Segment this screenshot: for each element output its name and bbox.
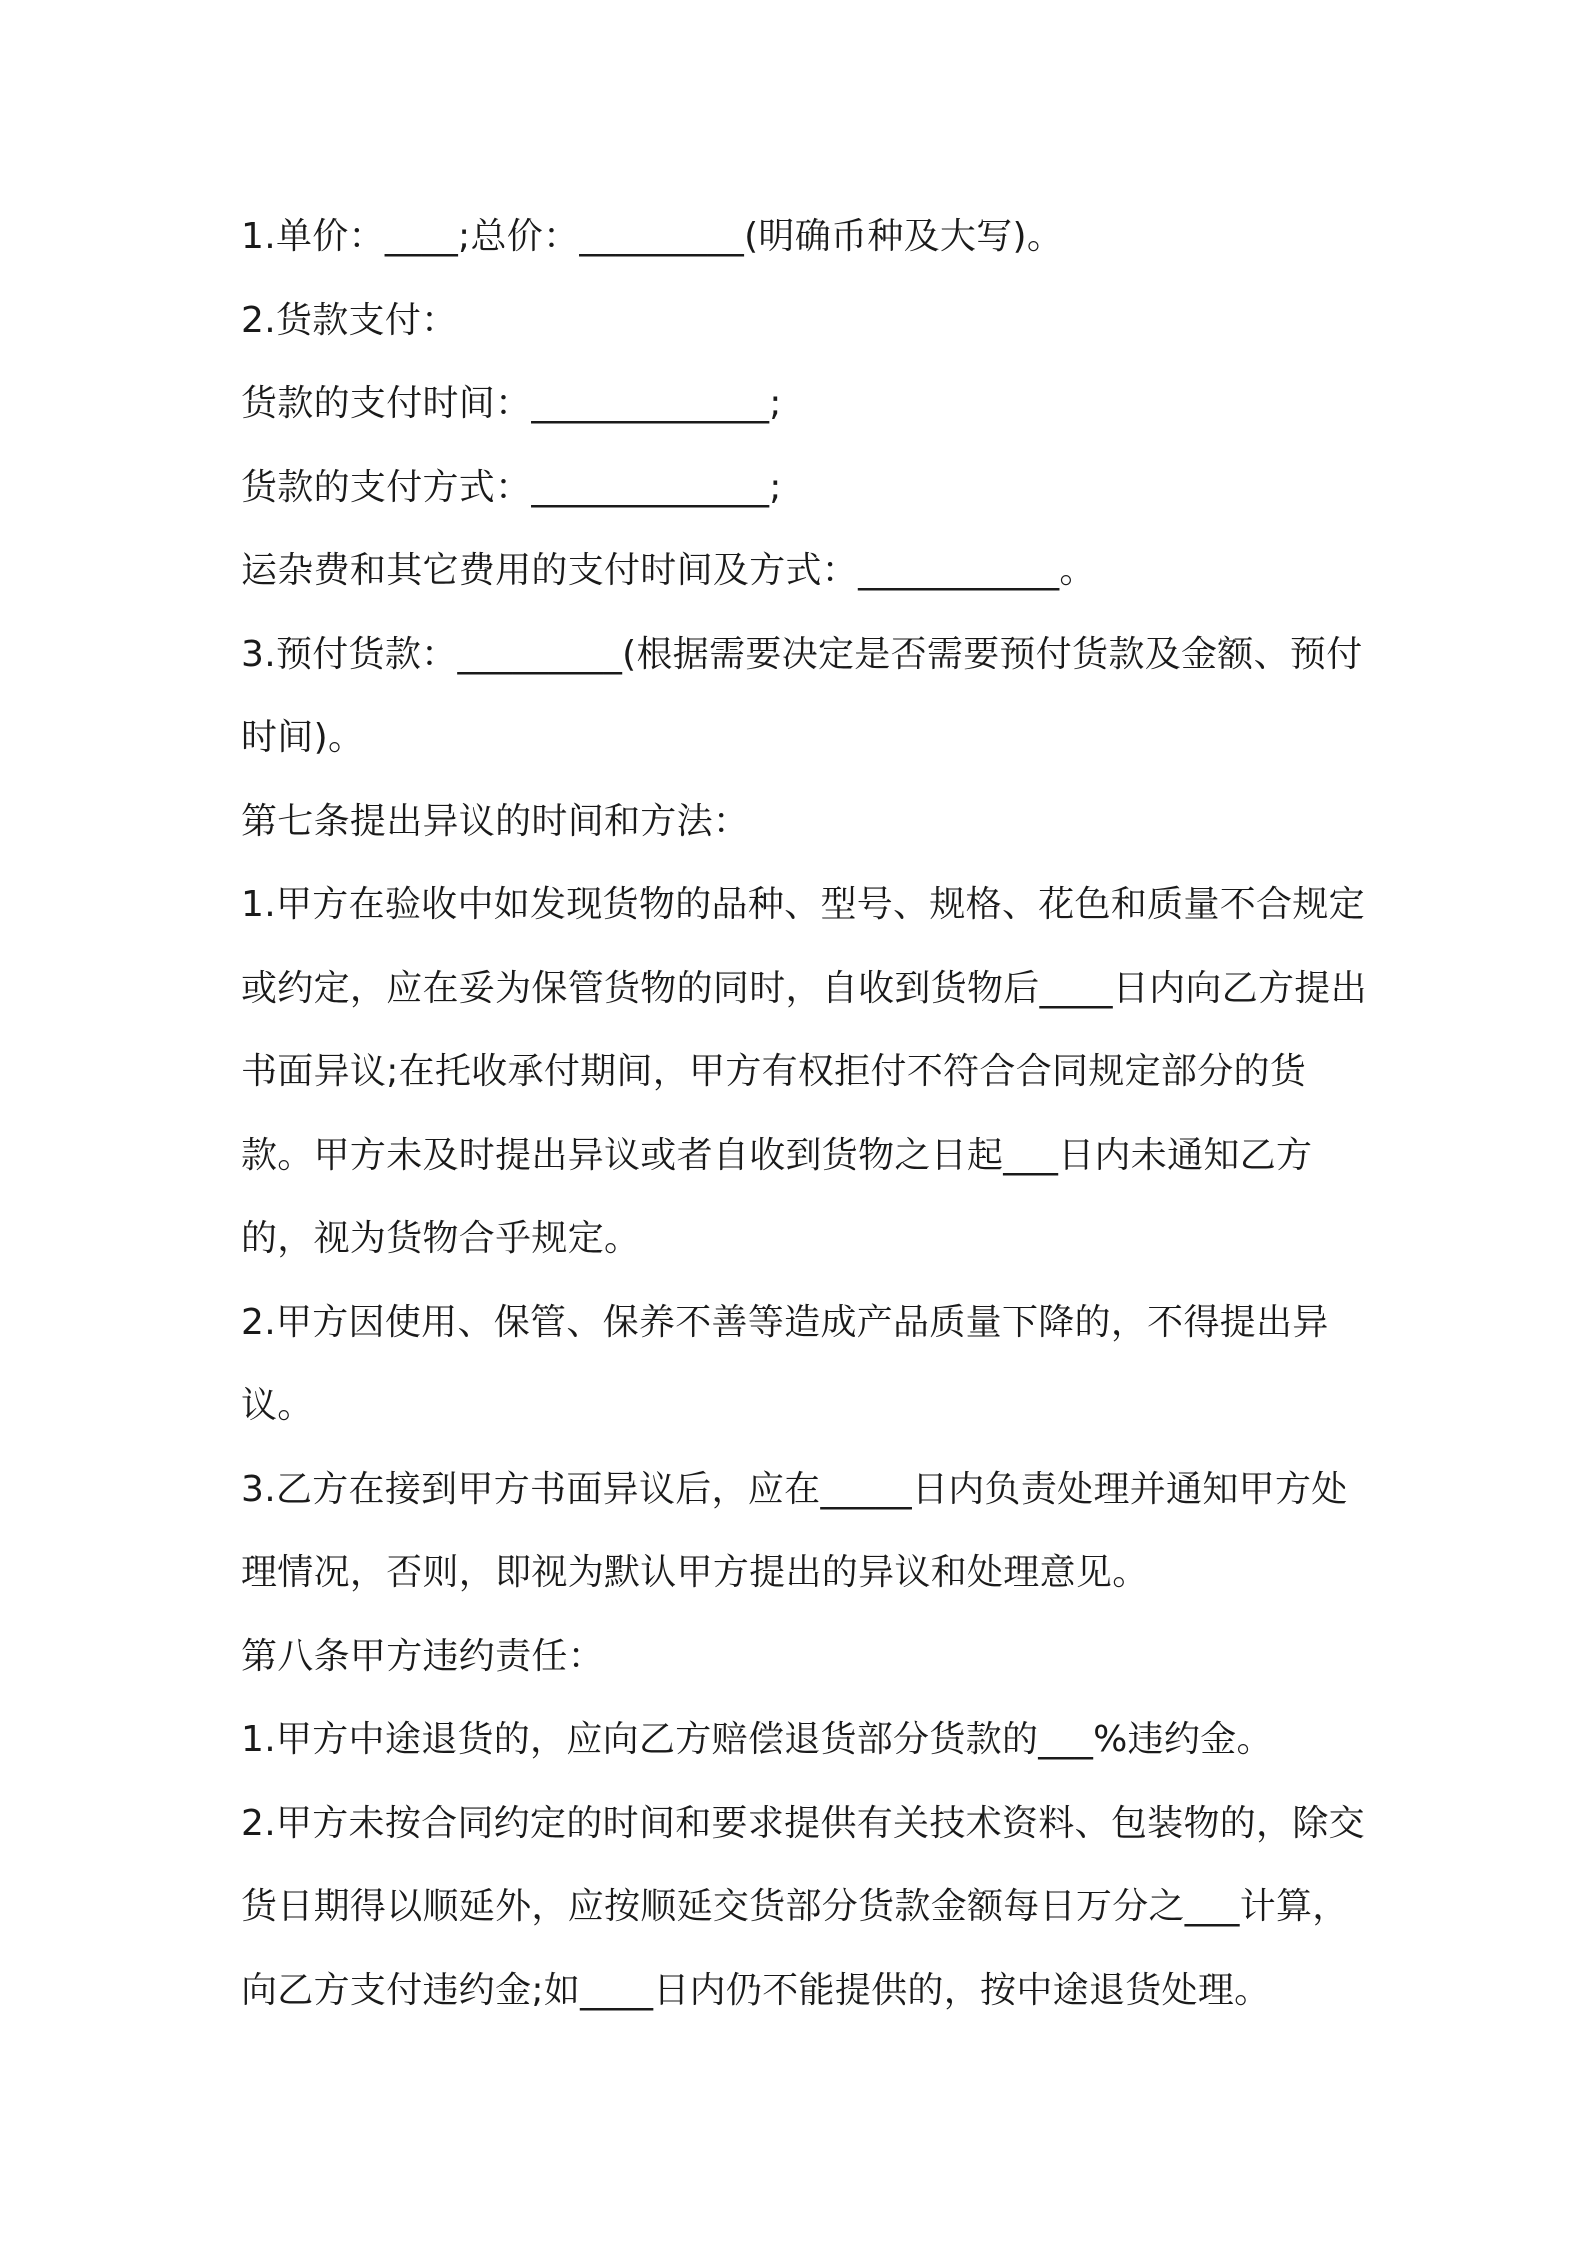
payment-method-line: 货款的支付方式：_____________; bbox=[241, 466, 782, 508]
article-7-clause-1: 1.甲方在验收中如发现货物的品种、型号、规格、花色和质量不合规定或约定，应在妥为保管货物的同时，自收到货物后____日内向乙方提出书面异议;在托收承付期间，甲方有权拒付不符合合同规定部分的货款。甲方未及时提出异议或者自收到货物之日起___日内未通知乙方的，视为货物合乎规定。 bbox=[241, 884, 1367, 1259]
article-8-clause-1: 1.甲方中途退货的，应向乙方赔偿退货部分货款的___%违约金。 bbox=[241, 1719, 1273, 1760]
payment-heading: 2.货款支付： bbox=[241, 299, 458, 341]
freight-payment-line: 运杂费和其它费用的支付时间及方式：___________。 bbox=[241, 550, 1096, 591]
article-8-heading: 第八条甲方违约责任： bbox=[241, 1635, 605, 1677]
article-7-clause-3: 3.乙方在接到甲方书面异议后，应在_____日内负责处理并通知甲方处理情况，否则，即视为默认甲方提出的异议和处理意见。 bbox=[241, 1468, 1348, 1593]
document-body bbox=[241, 195, 1371, 2032]
payment-time-line: 货款的支付时间：_____________; bbox=[241, 383, 782, 424]
article-7-heading: 第七条提出异议的时间和方法： bbox=[241, 800, 750, 842]
article-8-clause-2: 2.甲方未按合同约定的时间和要求提供有关技术资料、包装物的，除交货日期得以顺延外，应按顺延交货部分货款金额每日万分之___计算，向乙方支付违约金;如____日内仍不能提供的，按中途退货处理。 bbox=[241, 1802, 1365, 2011]
prepayment-paragraph: 3.预付货款：_________(根据需要决定是否需要预付货款及金额、预付时间)。 bbox=[241, 633, 1363, 758]
unit-price-line: 1.单价：____;总价：_________(明确币种及大写)。 bbox=[241, 216, 1064, 257]
article-7-clause-2: 2.甲方因使用、保管、保养不善等造成产品质量下降的，不得提出异议。 bbox=[241, 1301, 1329, 1426]
